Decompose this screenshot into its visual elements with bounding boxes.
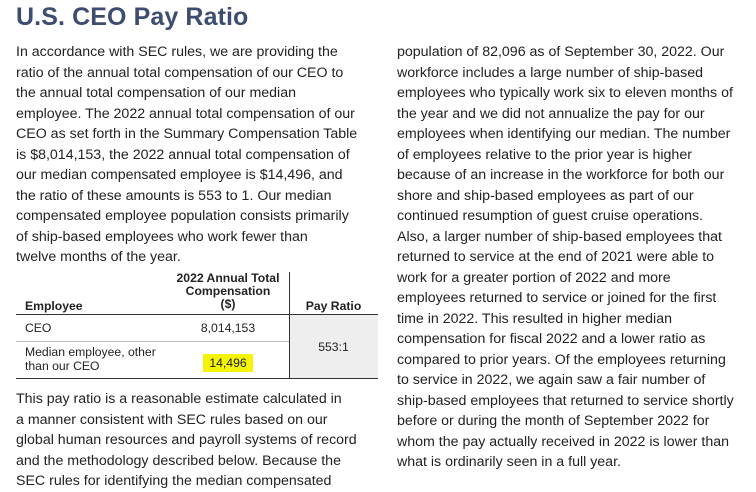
- header-employee: Employee: [25, 299, 83, 313]
- row-median-compensation-cell: [166, 356, 290, 370]
- row-divider: [16, 341, 289, 342]
- text-line: our median compensated employee is $14,496, and: [16, 167, 343, 183]
- text-line: employee. The 2022 annual total compensation of our: [16, 105, 355, 122]
- row-ceo-compensation: 8,014,153: [200, 321, 256, 335]
- header-compensation: [166, 272, 290, 311]
- row-median-label-line2: than our CEO: [25, 359, 100, 373]
- text-line: the ratio of these amounts is 553 to 1. Our median: [16, 187, 332, 204]
- text-line: of ship-based employees who work fewer than: [16, 228, 308, 245]
- workforce-paragraph: [397, 42, 734, 473]
- text-line: because of an increase in the workforce for both our: [397, 167, 725, 183]
- text-line: employees returned to service or joined for the first: [397, 290, 717, 306]
- intro-paragraph: [16, 42, 357, 268]
- text-line: SEC rules for identifying the median compensated: [16, 473, 332, 489]
- text-line: population of 82,096 as of September 30, 2022. Our: [397, 44, 725, 60]
- text-line: is $8,014,153, the 2022 annual total compensation of: [16, 146, 350, 163]
- text-line: compared to prior years. Of the employees returning: [397, 351, 726, 368]
- text-line: and the methodology described below. Because the: [16, 452, 341, 469]
- text-line: a manner consistent with SEC rules based on our: [16, 411, 328, 428]
- page-title: U.S. CEO Pay Ratio: [16, 3, 249, 31]
- row-median-label: [25, 345, 156, 373]
- pay-ratio-value: 553:1: [318, 340, 349, 354]
- text-line: workforce includes a large number of ship-based: [397, 64, 703, 81]
- row-ceo-label: CEO: [25, 321, 52, 335]
- text-line: compensated employee population consists primarily: [16, 208, 349, 224]
- text-line: the annual total compensation of our median: [16, 85, 296, 101]
- estimate-paragraph: [16, 389, 357, 492]
- text-line: global human resources and payroll systems of record: [16, 432, 357, 448]
- text-line: what is ordinarily seen in a full year.: [397, 454, 621, 470]
- text-line: returned to service at the end of 2021 were able to: [397, 249, 715, 265]
- table-bottom-rule: [16, 378, 378, 379]
- text-line: employees who typically work six to eleven months of: [397, 85, 733, 101]
- text-line: compensation for fiscal 2022 and a lower ratio as: [397, 331, 706, 347]
- highlighted-median-compensation: 14,496: [203, 354, 252, 372]
- pay-ratio-table: [16, 272, 378, 378]
- text-line: employees when identifying our median. The number: [397, 126, 731, 142]
- text-line: Also, a larger number of ship-based employees that: [397, 228, 722, 245]
- header-compensation-line2: Compensation: [185, 284, 271, 298]
- text-line: work for a greater portion of 2022 and more: [397, 269, 671, 286]
- text-line: ratio of the annual total compensation of our CEO to: [16, 64, 344, 81]
- text-line: before or during the month of September 2022 for: [397, 413, 710, 429]
- header-rule: [16, 314, 378, 315]
- header-compensation-line1: 2022 Annual Total: [176, 271, 280, 285]
- text-line: This pay ratio is a reasonable estimate calculated in: [16, 391, 342, 407]
- text-line: the year and we did not annualize the pay for our: [397, 105, 705, 122]
- row-median-label-line1: Median employee, other: [25, 345, 156, 359]
- text-line: shore and ship-based employees as part of our: [397, 187, 694, 204]
- text-line: ship-based employees that returned to service shortly: [397, 392, 734, 409]
- text-line: continued resumption of guest cruise operations.: [397, 208, 704, 224]
- header-pay-ratio: Pay Ratio: [305, 299, 362, 313]
- text-line: time in 2022. This resulted in higher median: [397, 310, 672, 327]
- header-compensation-line3: ($): [220, 297, 236, 311]
- text-line: whom the pay actually received in 2022 is lower than: [397, 433, 730, 450]
- text-line: to service in 2022, we again saw a fair number of: [397, 372, 706, 388]
- text-line: of employees relative to the prior year is higher: [397, 146, 692, 163]
- text-line: twelve months of the year.: [16, 249, 181, 265]
- text-line: CEO as set forth in the Summary Compensation Table: [16, 126, 358, 142]
- text-line: In accordance with SEC rules, we are providing the: [16, 44, 338, 60]
